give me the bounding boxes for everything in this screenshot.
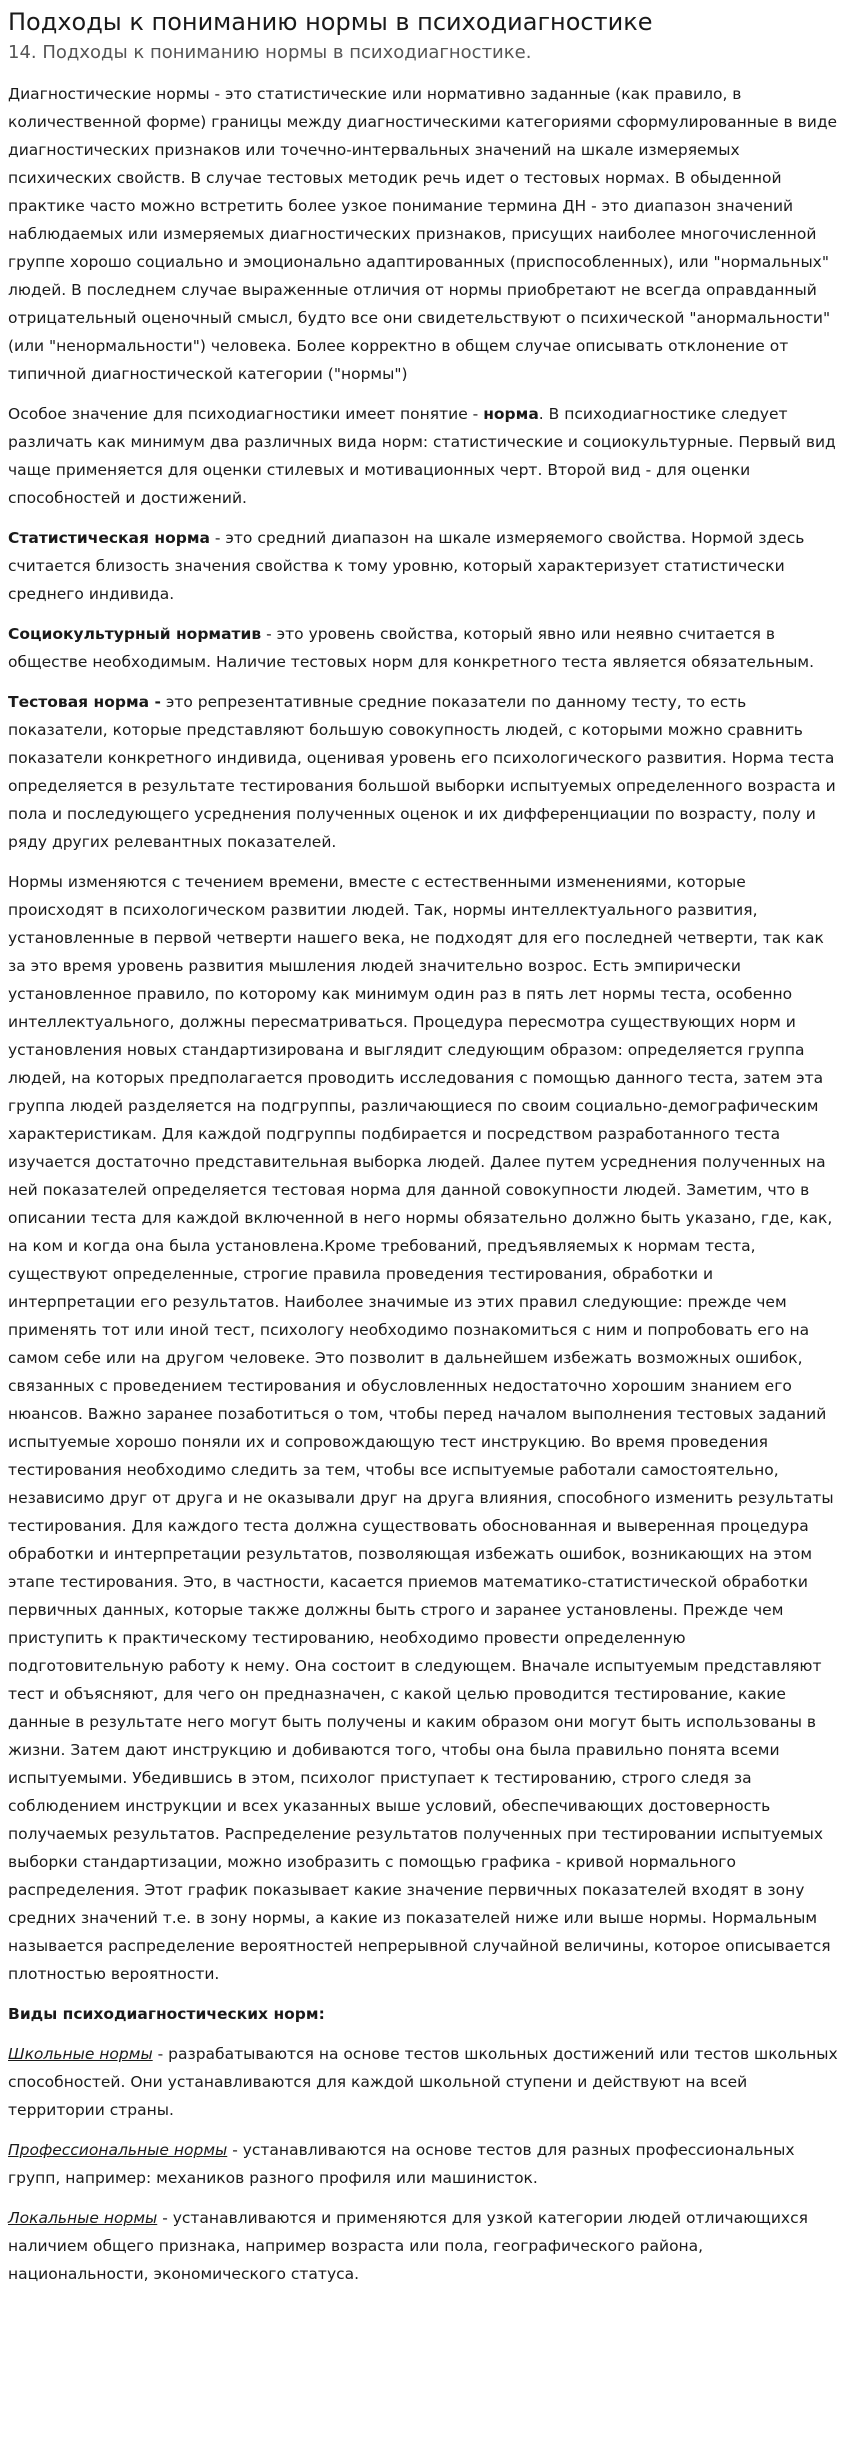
paragraph-text: . В психодиагностике следует различать как минимум два различных вида норм: статистические и социокультурные. Первый вид чаще применяется для оценки стилевых и мотивационных черт. Второй вид - для оценки способностей и достижений. bbox=[8, 405, 836, 507]
term-test-norm: Тестовая норма - bbox=[8, 693, 161, 711]
term-school-norms: Школьные нормы bbox=[8, 2045, 153, 2063]
section-heading-norm-types: Виды психодиагностических норм: bbox=[8, 2005, 325, 2023]
paragraph-text: - это уровень свойства, который явно или неявно считается в обществе необходимым. Наличие тестовых норм для конкретного теста является обязательным. bbox=[8, 625, 815, 671]
paragraph-professional-norms bbox=[8, 2136, 839, 2192]
paragraph-text: Особое значение для психодиагностики имеет понятие - bbox=[8, 405, 484, 423]
paragraph-text: Нормы изменяются с течением времени, вместе с естественными изменениями, которые происходят в психологическом развитии людей. Так, нормы интеллектуального развития, установленные в первой четверти нашего века, не подходят для его последней четверти, так как за это время уровень развития мышления людей значительно возрос. Есть эмпирически установленное правило, по которому как минимум один раз в пять лет нормы теста, особенно интеллектуального, должны пересматриваться. Процедура пересмотра существующих норм и установления новых стандартизирована и выглядит следующим образом: определяется группа людей, на которых предполагается проводить исследования с помощью данного теста, затем эта группа людей разделяется на подгруппы, различающиеся по своим социально-демографическим характеристикам. Для каждой подгруппы подбирается и посредством разработанного теста изучается достаточно представительная выборка людей. Далее путем усреднения полученных на ней показателей определяется тестовая норма для данной совокупности людей. Заметим, что в описании теста для каждой включенной в него нормы обязательно должно быть указано, где, как, на ком и когда она была установлена.Кроме требований, предъявляемых к нормам теста, существуют определенные, строгие правила проведения тестирования, обработки и интерпретации его результатов. Наиболее значимые из этих правил следующие: прежде чем применять тот или иной тест, психологу необходимо познакомиться с ним и попробовать его на самом себе или на другом человеке. Это позволит в дальнейшем избежать возможных ошибок, связанных с проведением тестирования и обусловленных недостаточно хорошим знанием его нюансов. Важно заранее позаботиться о том, чтобы перед началом выполнения тестовых заданий испытуемые хорошо поняли их и сопровождающую тест инструкцию. Во время проведения тестирования необходимо следить за тем, чтобы все испытуемые работали самостоятельно, независимо друг от друга и не оказывали друг на друга влияния, способного изменить результаты тестирования. Для каждого теста должна существовать обоснованная и выверенная процедура обработки и интерпретации результатов, позволяющая избежать ошибок, возникающих на этом этапе тестирования. Это, в частности, касается приемов математико-статистической обработки первичных данных, которые также должны быть строго и заранее установлены. Прежде чем приступить к практическому тестированию, необходимо провести определенную подготовительную работу к нему. Она состоит в следующем. Вначале испытуемым представляют тест и объясняют, для чего он предназначен, с какой целью проводится тестирование, какие данные в результате него могут быть получены и каким образом они могут быть использованы в жизни. Затем дают инструкцию и добиваются того, чтобы она была правильно понята всеми испытуемыми. Убедившись в этом, психолог приступает к тестированию, строго следя за соблюдением инструкции и всех указанных выше условий, обеспечивающих достоверность получаемых результатов. Распределение результатов полученных при тестировании испытуемых выборки стандартизации, можно изобразить с помощью графика - кривой нормального распределения. Этот график показывает какие значение первичных показателей входят в зону средних значений т.е. в зону нормы, а какие из показателей ниже или выше нормы. Нормальным называется распределение вероятностей непрерывной случайной величины, которое описывается плотностью вероятности. bbox=[8, 873, 834, 1983]
article-subtitle: 14. Подходы к пониманию нормы в психодиагностике. bbox=[8, 42, 532, 63]
paragraph-school-norms bbox=[8, 2040, 839, 2124]
paragraph-text: - разрабатываются на основе тестов школьных достижений или тестов школьных способностей. Они устанавливаются для каждой школьной ступени и действуют на всей территории страны. bbox=[8, 2045, 838, 2119]
page-title: Подходы к пониманию нормы в психодиагностике bbox=[8, 8, 653, 36]
paragraph-norm-changes bbox=[8, 868, 839, 1988]
term-professional-norms: Профессиональные нормы bbox=[8, 2141, 228, 2159]
term-sociocultural-norm: Социокультурный норматив bbox=[8, 625, 262, 643]
paragraph-text: - это средний диапазон на шкале измеряемого свойства. Нормой здесь считается близость значения свойства к тому уровню, который характеризует статистически среднего индивида. bbox=[8, 529, 805, 603]
term-statistical-norm: Статистическая норма bbox=[8, 529, 210, 547]
paragraph-text: - устанавливаются и применяются для узкой категории людей отличающихся наличием общего признака, например возраста или пола, географического района, национальности, экономического статуса. bbox=[8, 2209, 808, 2283]
term-local-norms: Локальные нормы bbox=[8, 2209, 158, 2227]
paragraph-text: - устанавливаются на основе тестов для разных профессиональных групп, например: механиков разного профиля или машинисток. bbox=[8, 2141, 795, 2187]
term-norm: норма bbox=[483, 405, 539, 423]
paragraph-norm-concept bbox=[8, 400, 839, 512]
paragraph-test-norm bbox=[8, 688, 839, 856]
paragraph-diagnostic-norms bbox=[8, 80, 839, 388]
paragraph-text: это репрезентативные средние показатели по данному тесту, то есть показатели, которые представляют большую совокупность людей, с которыми можно сравнить показатели конкретного индивида, оценивая уровень его психологического развития. Норма теста определяется в результате тестирования большой выборки испытуемых определенного возраста и пола и последующего усреднения полученных оценок и их дифференциации по возрасту, полу и ряду других релевантных показателей. bbox=[8, 693, 836, 851]
paragraph-local-norms bbox=[8, 2204, 839, 2288]
paragraph-sociocultural-norm bbox=[8, 620, 839, 676]
paragraph-statistical-norm bbox=[8, 524, 839, 608]
paragraph-text: Диагностические нормы - это статистические или нормативно заданные (как правило, в количественной форме) границы между диагностическими категориями сформулированные в виде диагностических признаков или точечно-интервальных значений на шкале измеряемых психических свойств. В случае тестовых методик речь идет о тестовых нормах. В обыденной практике часто можно встретить более узкое понимание термина ДН - это диапазон значений наблюдаемых или измеряемых диагностических признаков, присущих наиболее многочисленной группе хорошо социально и эмоционально адаптированных (приспособленных), или "нормальных" людей. В последнем случае выраженные отличия от нормы приобретают не всегда оправданный отрицательный оценочный смысл, будто все они свидетельствуют о психической "анормальности" (или "ненормальности") человека. Более корректно в общем случае описывать отклонение от типичной диагностической категории ("нормы") bbox=[8, 85, 838, 383]
